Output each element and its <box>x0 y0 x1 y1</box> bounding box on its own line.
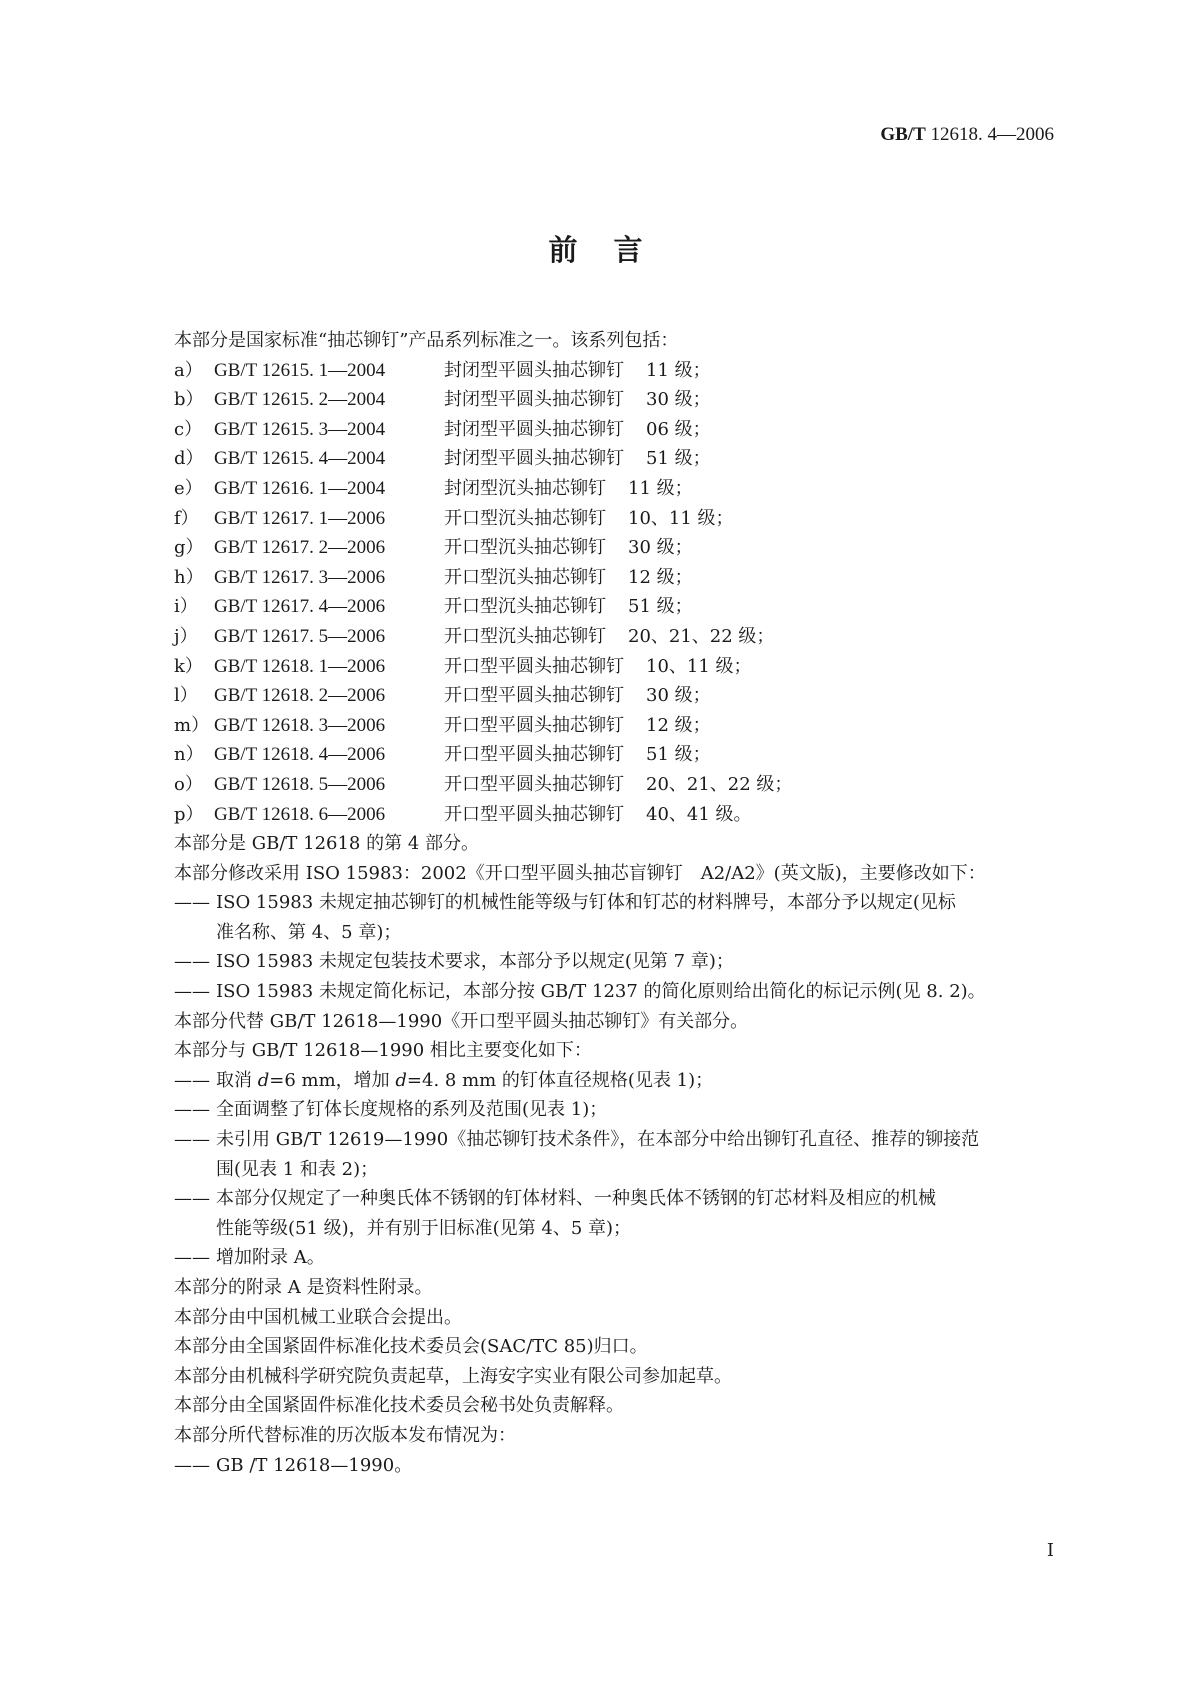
dash-mark: —— <box>174 1129 210 1151</box>
series-item <box>174 592 1054 622</box>
series-grade: 51 级； <box>646 744 711 766</box>
series-product-name: 开口型沉头抽芯铆钉 <box>444 566 606 588</box>
modification-item <box>174 947 1054 977</box>
series-item <box>174 474 1054 504</box>
standard-code <box>880 124 1054 146</box>
change-item <box>174 1095 1054 1125</box>
closing-paragraph: 本部分由中国机械工业联合会提出。 <box>174 1306 462 1328</box>
series-label: f） <box>174 507 199 529</box>
series-label: e） <box>174 477 203 499</box>
series-label: p） <box>174 803 204 825</box>
series-product-name: 封闭型沉头抽芯铆钉 <box>444 477 606 499</box>
series-standard-number: GB/T 12617. 3—2006 <box>214 566 386 588</box>
change-item-line: 未引用 GB/T 12619—1990《抽芯铆钉技术条件》，在本部分中给出铆钉孔直径、推荐的铆接范 <box>216 1129 980 1151</box>
series-label: h） <box>174 566 204 588</box>
series-standard-number: GB/T 12616. 1—2004 <box>214 477 386 499</box>
modification-item-text <box>216 977 1054 1007</box>
series-item <box>174 444 1054 474</box>
series-grade: 11 级； <box>628 477 693 499</box>
page-number: I <box>1046 1540 1054 1561</box>
series-product-name: 开口型平圆头抽芯铆钉 <box>444 714 624 736</box>
diameter-symbol: d <box>257 1069 270 1091</box>
series-grade: 11 级； <box>646 359 711 381</box>
dash-mark: —— <box>174 892 210 914</box>
series-label: a） <box>174 359 203 381</box>
series-standard-number: GB/T 12618. 1—2006 <box>214 655 386 677</box>
series-grade: 30 级； <box>646 389 711 411</box>
series-label: k） <box>174 655 203 677</box>
modification-item-text <box>216 947 1054 977</box>
series-product-name: 开口型平圆头抽芯铆钉 <box>444 655 624 677</box>
foreword-body <box>174 326 1054 1480</box>
dash-mark: —— <box>174 1188 210 1210</box>
standard-code-prefix: GB/T <box>880 124 926 145</box>
closing-paragraph: 本部分所代替标准的历次版本发布情况为： <box>174 1424 516 1446</box>
series-item <box>174 356 1054 386</box>
change-item-text <box>216 1184 1054 1243</box>
series-grade: 06 级； <box>646 418 711 440</box>
series-grade: 30 级； <box>628 537 693 559</box>
change-item-line: 全面调整了钉体长度规格的系列及范围(见表 1)； <box>216 1099 608 1121</box>
modifications-list <box>174 888 1054 1006</box>
series-grade: 30 级； <box>646 685 711 707</box>
series-product-name: 封闭型平圆头抽芯铆钉 <box>444 359 624 381</box>
closing-paragraph: 本部分由全国紧固件标准化技术委员会秘书处负责解释。 <box>174 1395 624 1417</box>
series-standard-number: GB/T 12615. 3—2004 <box>214 418 386 440</box>
series-item <box>174 770 1054 800</box>
series-item <box>174 800 1054 830</box>
modification-item <box>174 977 1054 1007</box>
replaces-paragraph: 本部分代替 GB/T 12618—1990《开口型平圆头抽芯铆钉》有关部分。 <box>174 1010 749 1032</box>
modification-item-line: ISO 15983 未规定抽芯铆钉的机械性能等级与钉体和钉芯的材料牌号，本部分予以规定(见标 <box>216 892 956 914</box>
series-grade: 12 级； <box>628 566 693 588</box>
change-item <box>174 1184 1054 1243</box>
change-item-text <box>216 1243 1054 1273</box>
change-item-line: 围(见表 1 和表 2)； <box>216 1158 379 1180</box>
series-product-name: 开口型平圆头抽芯铆钉 <box>444 685 624 707</box>
change-text-part: 取消 <box>216 1069 258 1091</box>
series-standard-number: GB/T 12617. 1—2006 <box>214 507 386 529</box>
series-item <box>174 533 1054 563</box>
series-product-name: 封闭型平圆头抽芯铆钉 <box>444 389 624 411</box>
history-item <box>174 1451 1054 1481</box>
change-text-part: =4. 8 mm 的钉体直径规格(见表 1)； <box>406 1069 714 1091</box>
dash-mark: —— <box>174 1454 210 1476</box>
page-title: 前言 <box>548 233 679 267</box>
history-text: GB /T 12618—1990。 <box>216 1454 413 1476</box>
series-grade: 12 级； <box>646 714 711 736</box>
series-label: l） <box>174 685 198 707</box>
series-grade: 40、41 级。 <box>646 803 752 825</box>
series-product-name: 开口型平圆头抽芯铆钉 <box>444 744 624 766</box>
closing-paragraphs <box>174 1273 1054 1451</box>
series-standard-number: GB/T 12617. 4—2006 <box>214 596 386 618</box>
series-product-name: 开口型沉头抽芯铆钉 <box>444 507 606 529</box>
diameter-symbol: d <box>395 1069 407 1091</box>
series-standard-number: GB/T 12615. 1—2004 <box>214 359 386 381</box>
series-standard-number: GB/T 12615. 2—2004 <box>214 389 386 411</box>
series-label: i） <box>174 596 198 618</box>
series-product-name: 封闭型平圆头抽芯铆钉 <box>444 418 624 440</box>
dash-mark: —— <box>174 981 210 1003</box>
changes-list <box>174 1095 1054 1273</box>
series-standard-number: GB/T 12618. 5—2006 <box>214 773 386 795</box>
part-statement: 本部分是 GB/T 12618 的第 4 部分。 <box>174 833 479 855</box>
series-item <box>174 711 1054 741</box>
series-standard-number: GB/T 12618. 4—2006 <box>214 744 386 766</box>
series-item <box>174 415 1054 445</box>
adoption-paragraph: 本部分修改采用 ISO 15983：2002《开口型平圆头抽芯盲铆钉 A2/A2》(英文版)，主要修改如下： <box>174 862 986 884</box>
series-label: d） <box>174 448 204 470</box>
series-label: n） <box>174 744 204 766</box>
series-grade: 10、11 级； <box>628 507 734 529</box>
closing-paragraph: 本部分由机械科学研究院负责起草，上海安字实业有限公司参加起草。 <box>174 1365 732 1387</box>
series-standard-number: GB/T 12618. 2—2006 <box>214 685 386 707</box>
series-standard-number: GB/T 12618. 3—2006 <box>214 714 386 736</box>
series-product-name: 开口型平圆头抽芯铆钉 <box>444 773 624 795</box>
series-grade: 51 级； <box>628 596 693 618</box>
series-grade: 20、21、22 级； <box>628 625 775 647</box>
series-label: b） <box>174 389 204 411</box>
series-product-name: 封闭型平圆头抽芯铆钉 <box>444 448 624 470</box>
modification-item <box>174 888 1054 947</box>
change-item-line: 增加附录 A。 <box>216 1247 325 1269</box>
modification-item-line: 准名称、第 4、5 章)； <box>216 921 402 943</box>
change-item-diameter <box>174 1066 1054 1096</box>
change-item <box>174 1125 1054 1184</box>
series-item <box>174 385 1054 415</box>
series-item <box>174 681 1054 711</box>
series-grade: 51 级； <box>646 448 711 470</box>
change-text-part: =6 mm，增加 <box>269 1069 396 1091</box>
dash-mark: —— <box>174 1069 210 1091</box>
change-item-text <box>216 1125 1054 1184</box>
series-label: j） <box>174 625 198 647</box>
dash-mark: —— <box>174 1247 210 1269</box>
series-label: o） <box>174 773 203 795</box>
series-standard-number: GB/T 12615. 4—2004 <box>214 448 386 470</box>
series-list <box>174 356 1054 830</box>
series-grade: 10、11 级； <box>646 655 752 677</box>
dash-mark: —— <box>174 1099 210 1121</box>
modification-item-line: ISO 15983 未规定包装技术要求，本部分予以规定(见第 7 章)； <box>216 951 734 973</box>
intro-paragraph: 本部分是国家标准“抽芯铆钉”产品系列标准之一。该系列包括： <box>174 330 679 351</box>
change-item-line: 本部分仅规定了一种奥氏体不锈钢的钉体材料、一种奥氏体不锈钢的钉芯材料及相应的机械 <box>216 1188 936 1210</box>
change-item <box>174 1243 1054 1273</box>
closing-paragraph: 本部分由全国紧固件标准化技术委员会(SAC/TC 85)归口。 <box>174 1336 648 1358</box>
change-item-text <box>216 1095 1054 1125</box>
dash-mark: —— <box>174 951 210 973</box>
changes-intro: 本部分与 GB/T 12618—1990 相比主要变化如下： <box>174 1040 592 1062</box>
change-text <box>216 1066 1054 1096</box>
series-label: c） <box>174 418 203 440</box>
series-standard-number: GB/T 12618. 6—2006 <box>214 803 386 825</box>
series-product-name: 开口型沉头抽芯铆钉 <box>444 596 606 618</box>
series-standard-number: GB/T 12617. 2—2006 <box>214 537 386 559</box>
closing-paragraph: 本部分的附录 A 是资料性附录。 <box>174 1277 433 1298</box>
series-product-name: 开口型沉头抽芯铆钉 <box>444 625 606 647</box>
series-item <box>174 622 1054 652</box>
series-standard-number: GB/T 12617. 5—2006 <box>214 625 386 647</box>
series-item <box>174 563 1054 593</box>
series-product-name: 开口型沉头抽芯铆钉 <box>444 537 606 559</box>
series-item <box>174 740 1054 770</box>
modification-item-text <box>216 888 1054 947</box>
series-product-name: 开口型平圆头抽芯铆钉 <box>444 803 624 825</box>
series-item <box>174 652 1054 682</box>
series-label: m） <box>174 714 210 736</box>
change-item-line: 性能等级(51 级)，并有别于旧标准(见第 4、5 章)； <box>216 1217 632 1239</box>
series-grade: 20、21、22 级； <box>646 773 793 795</box>
series-item <box>174 504 1054 534</box>
modification-item-line: ISO 15983 未规定简化标记，本部分按 GB/T 1237 的简化原则给出简化的标记示例(见 8. 2)。 <box>216 981 986 1003</box>
standard-code-number: 12618. 4—2006 <box>925 124 1054 145</box>
series-label: g） <box>174 537 204 559</box>
